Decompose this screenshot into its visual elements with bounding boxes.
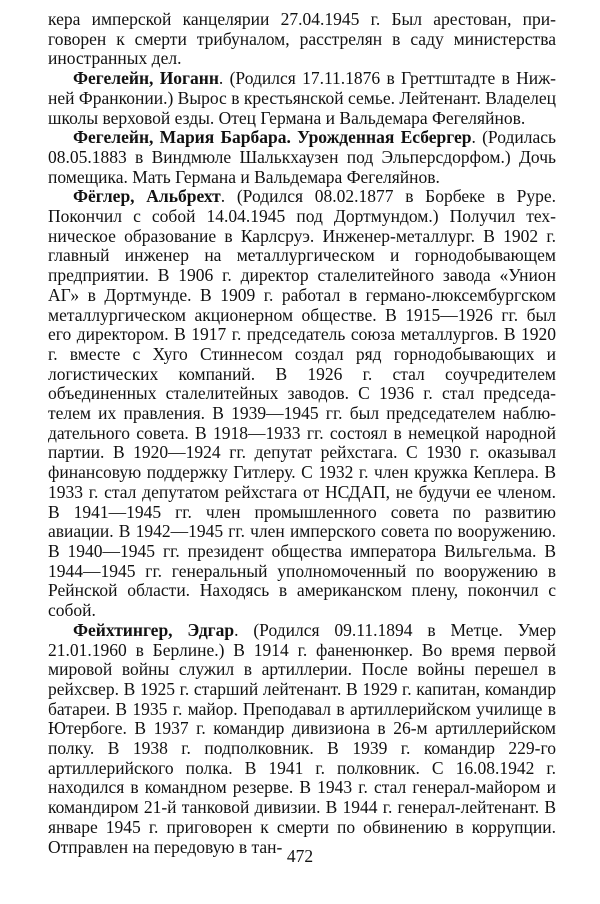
entry-name: Фегелейн, Мария Барбара. Урожденная Есбергер: [73, 127, 472, 148]
entry-vogler-albrecht: [48, 187, 556, 620]
page-number: 472: [286, 846, 314, 866]
entry-name: Фёглер, Альбрехт: [73, 186, 221, 207]
entry-text: (Родился 17.11.1876 в Греттштадте в Нижней Франконии.) Вырос в крестьянской семье. Лейтенант. Владелец школы верховой езды. Отец Германа и Вальдемара Фегеляйнов.: [48, 68, 556, 128]
entry-separator: .: [234, 619, 254, 640]
entry-separator: .: [220, 186, 237, 207]
entry-feuchtinger-edgar: [48, 621, 556, 857]
page-body: [48, 10, 556, 857]
entry-text: (Родилась 08.05.1883 в Виндмюле Шалькхаузен под Эльперсдорфом.) Дочь помещика. Мать Германа и Вальдемара Фегеляйнов.: [48, 127, 556, 187]
entry-text: (Родился 09.11.1894 в Метце. Умер 21.01.1960 в Берлине.) В 1914 г. фаненюнкер. Во время первой мировой войны служил в артиллерии. После войны перешел в рейхсвер. В 1925 г. старший лейтенант. В 1929 г. капитан, командир батареи. В 1935 г. майор. Преподавал в артиллерийском училище в Ютербоге. В 1937 г. командир дивизиона в 26-м артиллерийском полку. В 1938 г. подполковник. В 1939 г. командир 229-го артиллерийского полка. В 1941 г. полковник. С 16.08.1942 г. находился в командном резерве. В 1943 г. стал генерал-майором и командиром 21-й танковой дивизии. В 1944 г. генерал-лейтенант. В январе 1945 г. приговорен к смерти по обвинению в коррупции. Отправлен на передовую в тан-: [48, 619, 557, 857]
entry-separator: .: [471, 127, 483, 148]
continued-paragraph: кера имперской канцелярии 27.04.1945 г. Был арестован, приговорен к смерти трибуналом, расстрелян в саду министерства иностранных дел.: [48, 9, 556, 69]
entry-text: (Родился 08.02.1877 в Борбеке в Руре. Покончил с собой 14.04.1945 под Дортмундом.) Получил техническое образование в Карлсруэ. Инженер-металлург. В 1902 г. главный инженер на металлургическом и горнодобывающем предприятии. В 1906 г. директор сталелитейного завода «Унион АГ» в Дортмунде. В 1909 г. работал в германо-люксембургском металлургическом акционерном обществе. В 1915—1926 гг. был его директором. В 1917 г. председатель союза металлургов. В 1920 г. вместе с Хуго Стиннесом создал ряд горнодобывающих и логистических компаний. В 1926 г. стал соучредителем объединенных сталелитейных заводов. С 1936 г. стал председателем их правления. В 1939—1945 гг. был председателем наблюдательного совета. В 1918—1933 гг. состоял в немецкой народной партии. В 1920—1924 гг. депутат рейхстага. С 1930 г. оказывал финансовую поддержку Гитлеру. С 1932 г. член кружка Кеплера. В 1933 г. стал депутатом рейхстага от НСДАП, не будучи ее членом. В 1941—1945 гг. член промышленного совета по развитию авиации. В 1942—1945 гг. член имперского совета по вооружению. В 1940—1945 гг. президент общества императора Вильгельма. В 1944—1945 гг. генеральный уполномоченный по вооружению в Рейнской области. Находясь в американском плену, покончил с собой.: [48, 186, 557, 621]
entry-name: Фейхтингер, Эдгар: [73, 619, 235, 640]
entry-fegelein-maria: [48, 128, 556, 187]
entry-name: Фегелейн, Иоганн: [73, 68, 219, 89]
entry-fegelein-johann: [48, 69, 556, 128]
entry-separator: .: [218, 68, 230, 89]
